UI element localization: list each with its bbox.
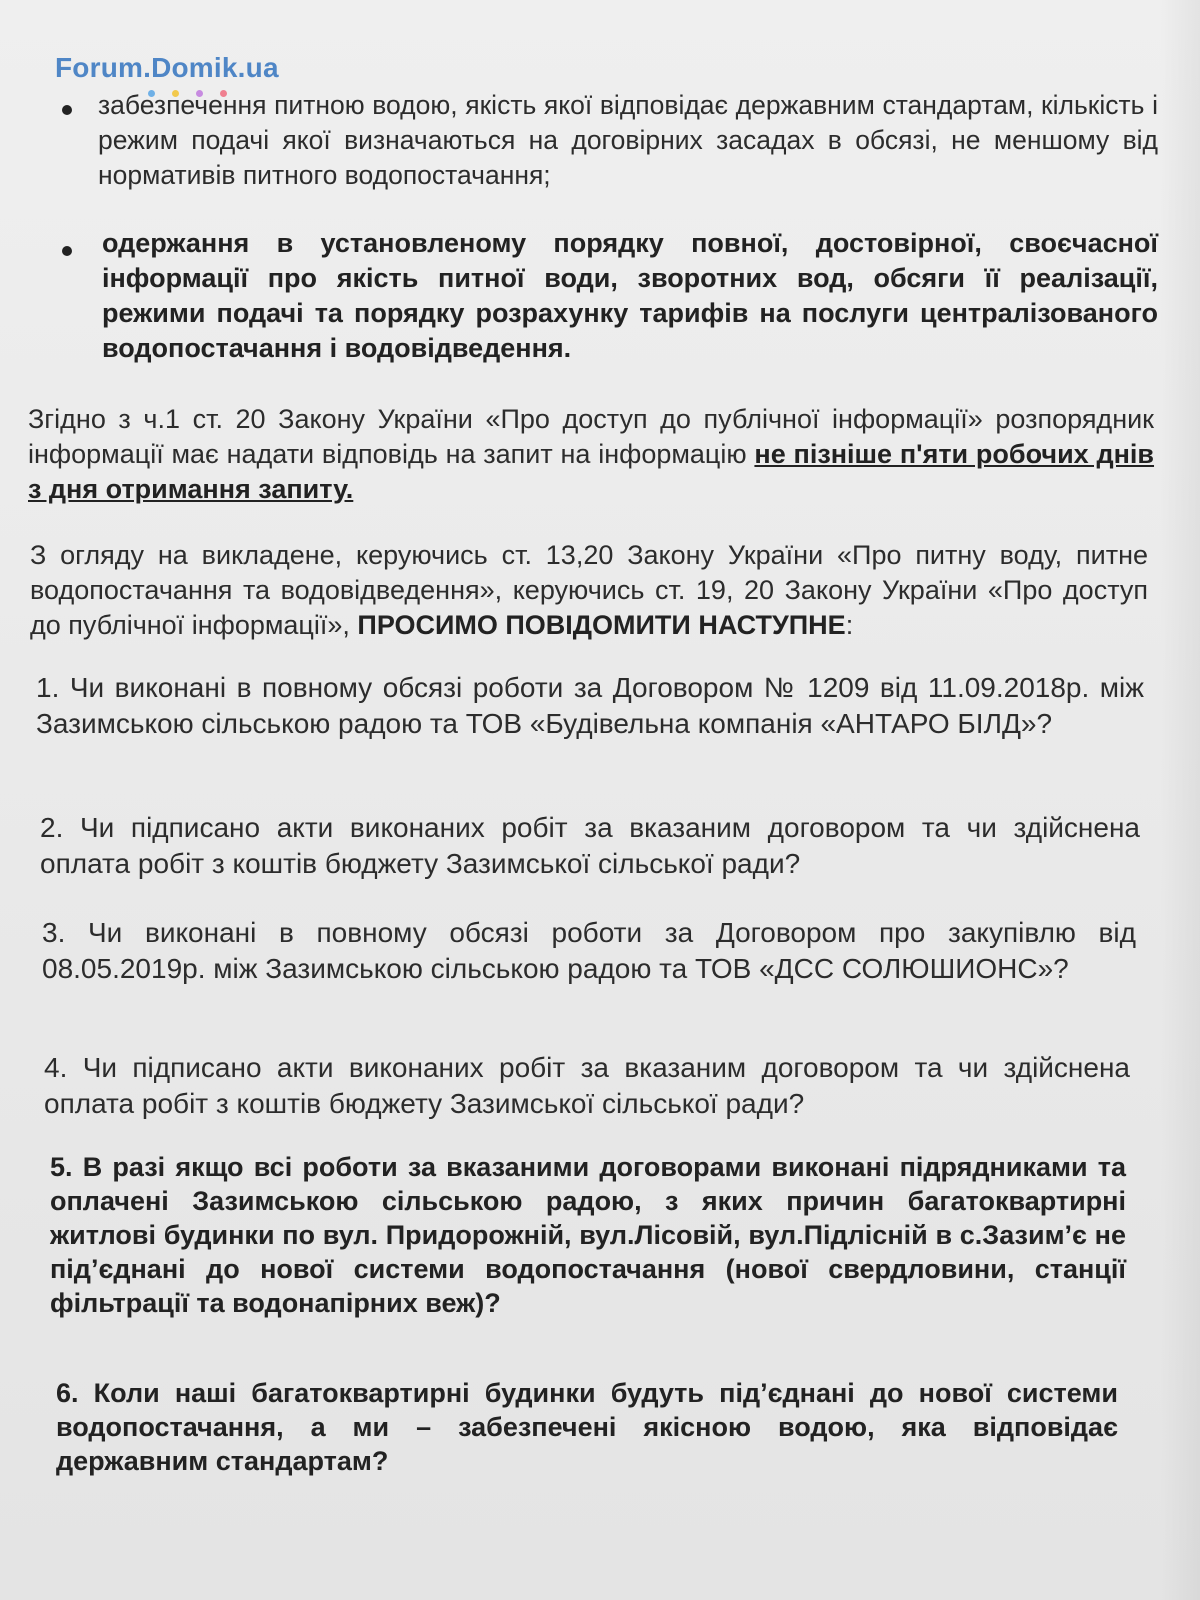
bullet-icon bbox=[62, 246, 72, 256]
watermark-logo: Forum.Domik.ua bbox=[55, 52, 279, 83]
deadline-emphasis: не пізніше п'яти робочих днів з дня отримання запиту. bbox=[28, 439, 1155, 504]
page-edge-shadow bbox=[1160, 0, 1200, 1600]
request-suffix: : bbox=[845, 610, 854, 640]
law-paragraph-text: Згідно з ч.1 ст. 20 Закону України «Про доступ до публічної інформації» розпорядник інформації має надати відповідь на запит на інформацію bbox=[28, 404, 1154, 469]
request-paragraph bbox=[30, 538, 1148, 643]
question-4: 4. Чи підписано акти виконаних робіт за вказаним договором та чи здійснена оплата робіт з коштів бюджету Зазимської сільської ради? bbox=[44, 1052, 1130, 1119]
law-paragraph bbox=[28, 402, 1154, 507]
bullet-icon bbox=[62, 105, 72, 115]
question-5: 5. В разі якщо всі роботи за вказаними договорами виконані підрядниками та оплачені Зазимською сільською радою, з яких причин багатоквартирні житлові будинки по вул. Придорожній, вул.Лісовій, вул.Підлісній в с.Зазим’є не під’єднані до нової системи водопостачання (нової свердловини, станції фільтрації та водонапірних веж)? bbox=[50, 1152, 1126, 1318]
question-2: 2. Чи підписано акти виконаних робіт за вказаним договором та чи здійснена оплата робіт з коштів бюджету Зазимської сільської ради? bbox=[40, 812, 1140, 879]
request-emphasis: ПРОСИМО ПОВІДОМИТИ НАСТУПНЕ bbox=[357, 610, 846, 640]
request-paragraph-text: З огляду на викладене, керуючись ст. 13,20 Закону України «Про питну воду, питне водопостачання та водовідведення», керуючись ст. 19, 20 Закону України «Про доступ до публічної інформації», bbox=[30, 540, 1148, 640]
bullet-item-water-supply: забезпечення питною водою, якість якої відповідає державним стандартам, кількість і режим подачі якої визначаються на договірних засадах в обсязі, не меншому від нормативів питного водопостачання; bbox=[98, 90, 1158, 190]
question-3: 3. Чи виконані в повному обсязі роботи за Договором про закупівлю від 08.05.2019р. між Зазимською сільською радою та ТОВ «ДСС СОЛЮШИОНС»? bbox=[42, 917, 1136, 984]
question-6: 6. Коли наші багатоквартирні будинки будуть під’єднані до нової системи водопостачання, а ми – забезпечені якісною водою, яка відповідає державним стандартам? bbox=[56, 1378, 1118, 1476]
bullet-item-information: одержання в установленому порядку повної, достовірної, своєчасної інформації про якість питної води, зворотних вод, обсяги її реалізації, режими подачі та порядку розрахунку тарифів на послуги централізованого водопостачання і водовідведення. bbox=[102, 228, 1158, 363]
question-1: 1. Чи виконані в повному обсязі роботи за Договором № 1209 від 11.09.2018р. між Зазимською сільською радою та ТОВ «Будівельна компанія «АНТАРО БІЛД»? bbox=[36, 672, 1144, 739]
